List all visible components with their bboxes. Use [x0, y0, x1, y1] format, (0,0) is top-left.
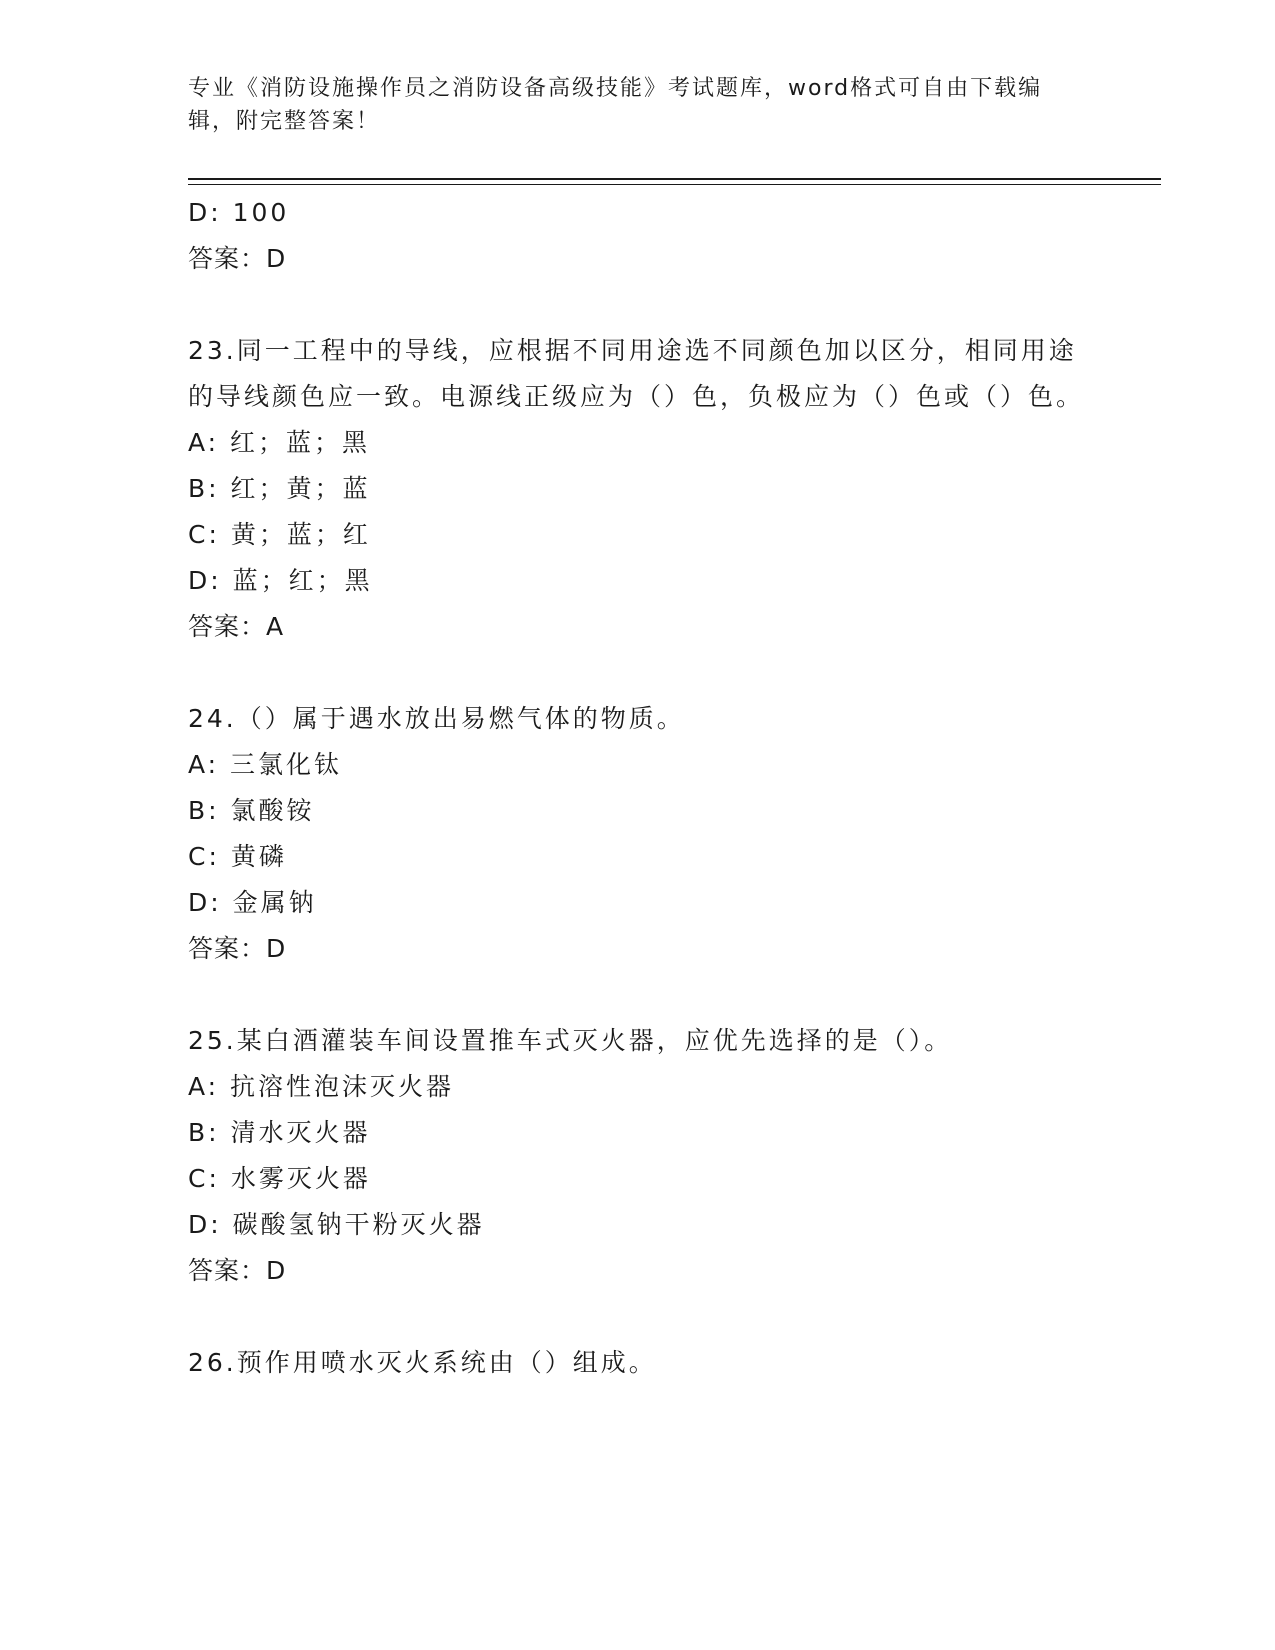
answer-value: D: [266, 244, 287, 273]
header-divider-thin: [188, 184, 1161, 185]
question-text: 26.预作用喷水灭火系统由（）组成。: [188, 1348, 657, 1377]
answer-line: [188, 1248, 1088, 1294]
answer-label: 答案：: [188, 612, 267, 641]
answer-value: D: [266, 1256, 287, 1285]
answer-line: [188, 604, 1088, 650]
question-text: 24.（）属于遇水放出易燃气体的物质。: [188, 704, 685, 733]
question-25: [188, 1018, 1088, 1294]
question-list: [188, 190, 1088, 1386]
answer-line: [188, 926, 1088, 972]
question-26: [188, 1340, 1088, 1386]
answer-label: 答案：: [188, 934, 267, 963]
answer-label: 答案：: [188, 244, 267, 273]
question-23: [188, 328, 1088, 650]
question-text: 25.某白酒灌装车间设置推车式灭火器，应优先选择的是（）。: [188, 1026, 953, 1055]
option-b: B: 红；黄；蓝: [188, 474, 371, 503]
option-c: C: 黄；蓝；红: [188, 520, 371, 549]
document-header: 专业《消防设施操作员之消防设备高级技能》考试题库，word格式可自由下载编辑，附完整答案！: [188, 76, 1043, 134]
option-c: C: 黄磷: [188, 842, 287, 871]
option-a: A: 红；蓝；黑: [188, 428, 371, 457]
answer-value: A: [266, 612, 285, 641]
option-d: D: 金属钠: [188, 888, 317, 917]
option-d: D: 100: [188, 198, 290, 227]
option-d: D: 蓝；红；黑: [188, 566, 373, 595]
option-a: A: 抗溶性泡沫灭火器: [188, 1072, 455, 1101]
question-24: [188, 696, 1088, 972]
option-b: B: 清水灭火器: [188, 1118, 371, 1147]
header-divider-thick: [188, 178, 1161, 180]
question-text: 23.同一工程中的导线，应根据不同用途选不同颜色加以区分，相同用途的导线颜色应一致。电源线正级应为（）色，负极应为（）色或（）色。: [188, 336, 1085, 411]
answer-line: [188, 236, 1088, 282]
option-d: D: 碳酸氢钠干粉灭火器: [188, 1210, 485, 1239]
option-c: C: 水雾灭火器: [188, 1164, 371, 1193]
answer-value: D: [266, 934, 287, 963]
option-b: B: 氯酸铵: [188, 796, 315, 825]
answer-label: 答案：: [188, 1256, 267, 1285]
option-a: A: 三氯化钛: [188, 750, 343, 779]
